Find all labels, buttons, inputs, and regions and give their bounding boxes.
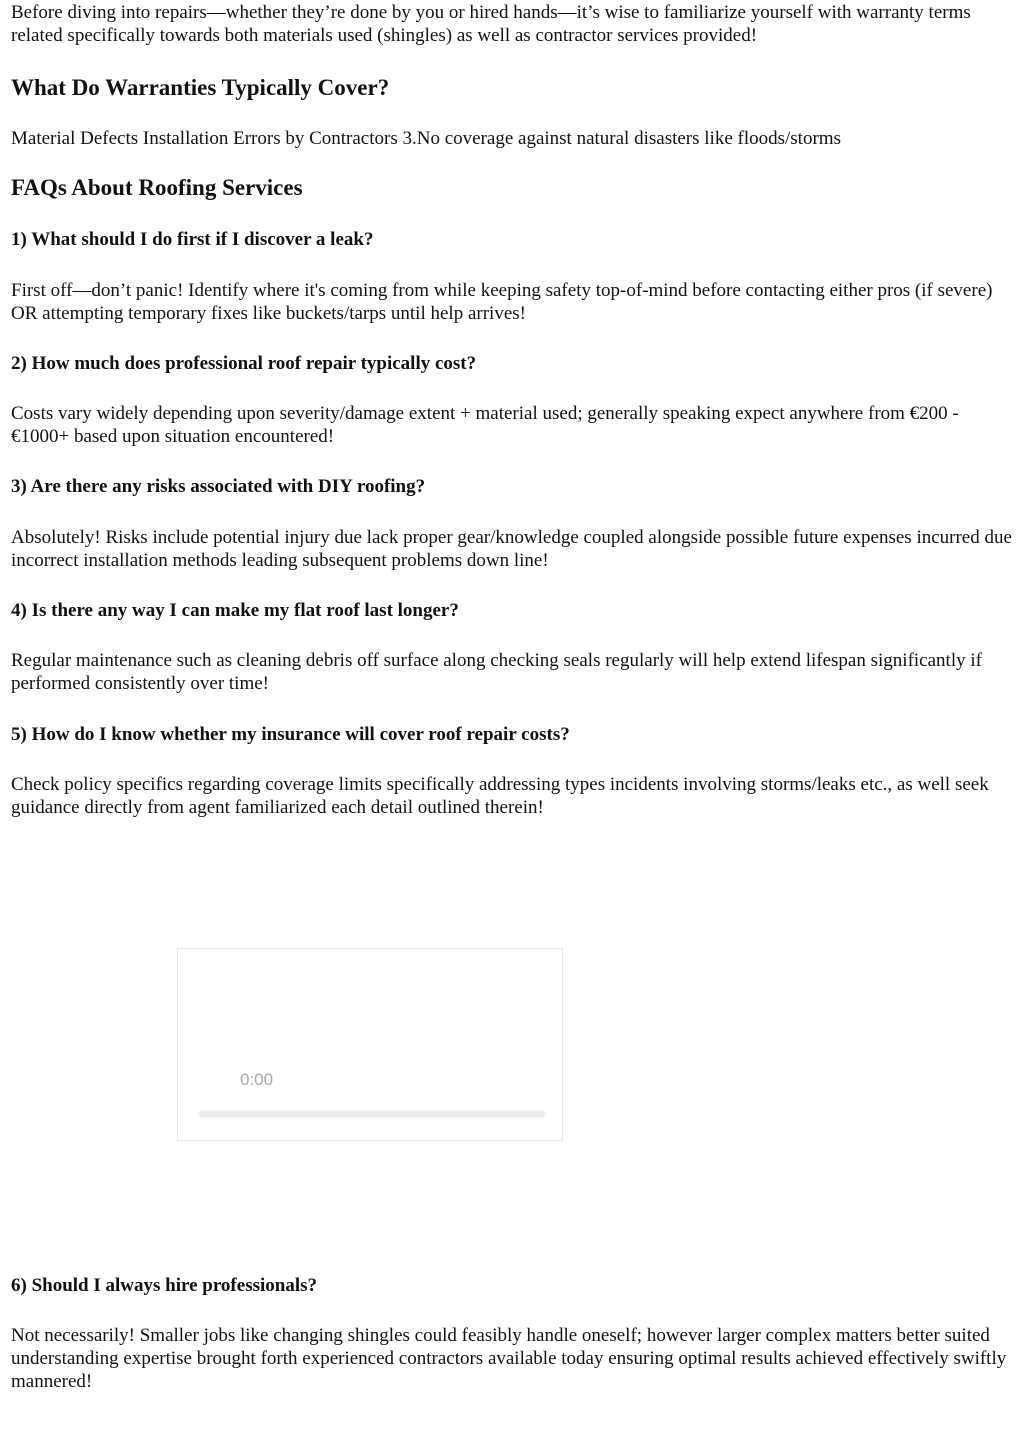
faq-question-5: 5) How do I know whether my insurance will cover roof repair costs? <box>11 724 570 745</box>
faq-answer-1: First off—don’t panic! Identify where it's coming from while keeping safety top-of-mind before contacting either pros (if severe) OR attempting temporary fixes like buckets/tarps until help arrives! <box>11 280 993 324</box>
audio-time-display: 0:00 <box>240 1070 274 1089</box>
faq-answer-5: Check policy specifics regarding coverage limits specifically addressing types incidents involving storms/leaks etc., as well seek guidance directly from agent familiarized each detail outlined therein! <box>11 774 989 818</box>
faq-question-6: 6) Should I always hire professionals? <box>11 1275 318 1296</box>
faq-question-1: 1) What should I do first if I discover a leak? <box>11 229 374 250</box>
faq-answer-3: Absolutely! Risks include potential injury due lack proper gear/knowledge coupled alongside possible future expenses incurred due incorrect installation methods leading subsequent problems down line! <box>11 527 1012 571</box>
warranties-heading: What Do Warranties Typically Cover? <box>11 75 390 100</box>
audio-progress-bar[interactable] <box>199 1110 545 1115</box>
intro-paragraph: Before diving into repairs—whether they’re done by you or hired hands—it’s wise to familiarize yourself with warranty terms related specifically towards both materials used (shingles) as well as contractor services provided! <box>11 2 971 46</box>
faq-question-3: 3) Are there any risks associated with DIY roofing? <box>11 476 426 497</box>
faq-answer-2: Costs vary widely depending upon severity/damage extent + material used; generally speaking expect anywhere from €200 - €1000+ based upon situation encountered! <box>11 403 959 447</box>
faq-answer-6: Not necessarily! Smaller jobs like changing shingles could feasibly handle oneself; however larger complex matters better suited understanding expertise brought forth experienced contractors available today ensuring optimal results achieved effectively swiftly mannered! <box>11 1325 1007 1392</box>
faq-heading: FAQs About Roofing Services <box>11 175 303 200</box>
faq-question-2: 2) How much does professional roof repair typically cost? <box>11 353 477 374</box>
faq-answer-4: Regular maintenance such as cleaning debris off surface along checking seals regularly will help extend lifespan significantly if performed consistently over time! <box>11 650 982 694</box>
audio-player[interactable] <box>177 948 563 1141</box>
article-body <box>11 0 1016 819</box>
article-body-continued <box>11 1274 1016 1393</box>
faq-question-4: 4) Is there any way I can make my flat roof last longer? <box>11 600 459 621</box>
warranties-paragraph: Material Defects Installation Errors by Contractors 3.No coverage against natural disasters like floods/storms <box>11 128 841 149</box>
